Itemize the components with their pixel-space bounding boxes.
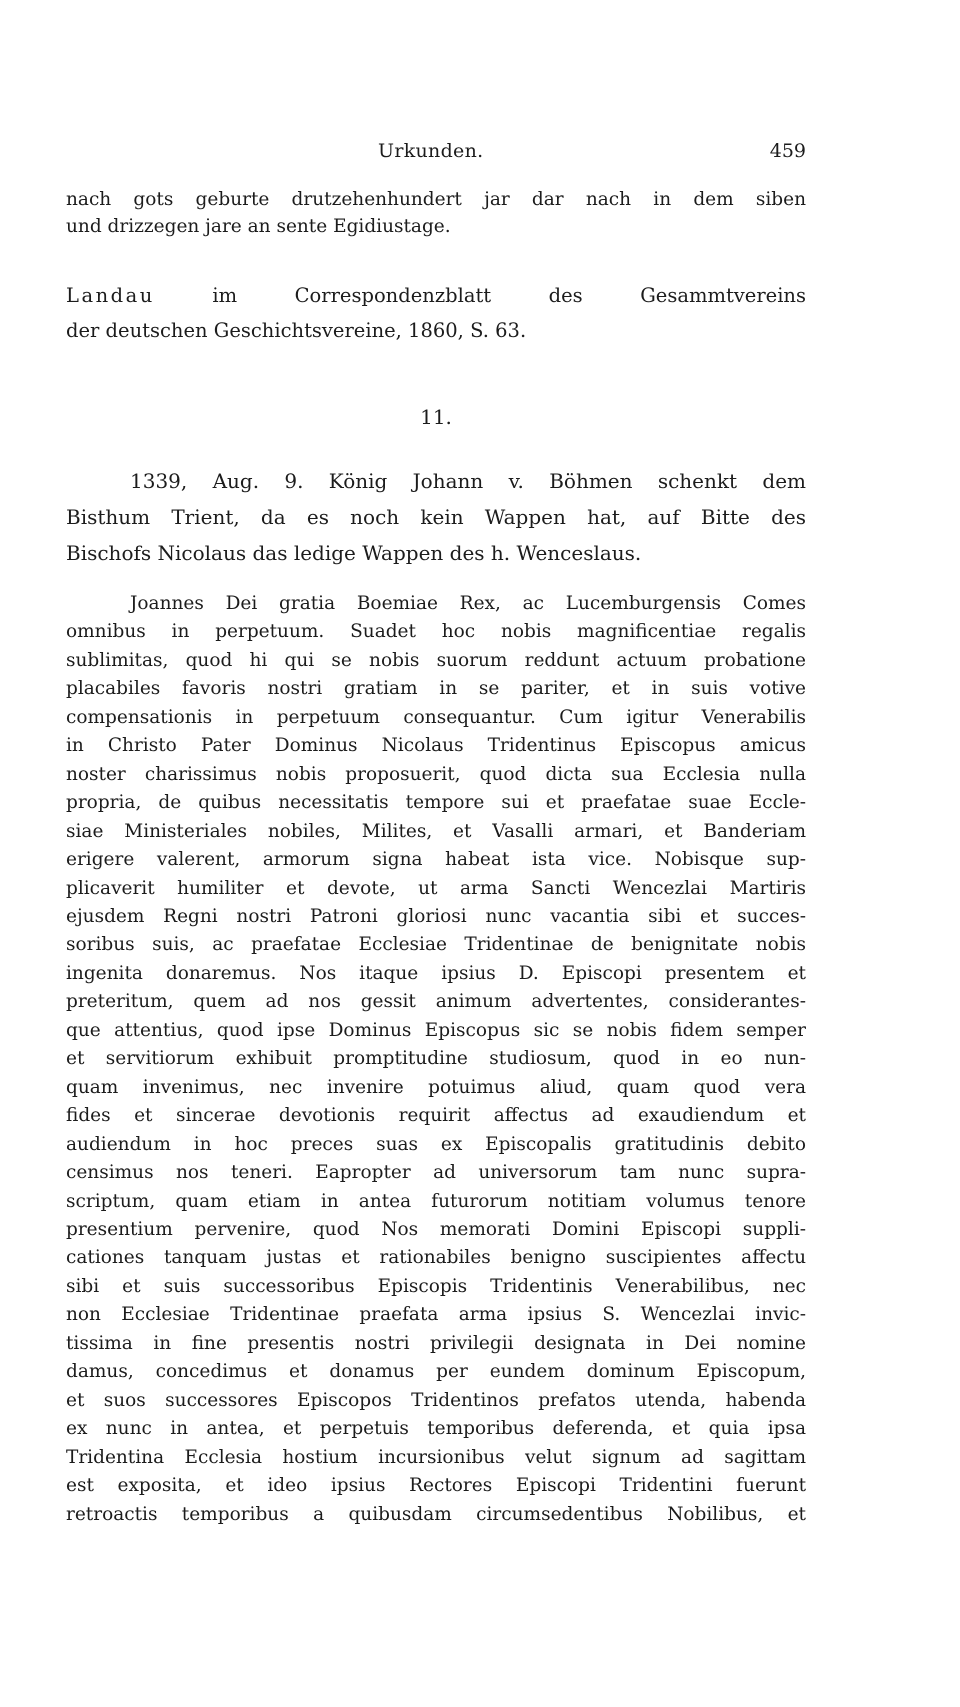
citation-author: Landau <box>66 284 155 307</box>
charter-line: ejusdem Regni nostri Patroni gloriosi nunc vacantia sibi et succes- <box>66 905 806 927</box>
charter-line: non Ecclesiae Tridentinae praefata arma ipsius S. Wencezlai invic- <box>66 1304 806 1326</box>
charter-line: noster charissimus nobis proposuerit, quod dicta sua Ecclesia nulla <box>66 763 806 785</box>
text-line: nach gots geburte drutzehenhundert jar dar nach in dem siben <box>66 189 806 210</box>
charter-line: retroactis temporibus a quibusdam circumsedentibus Nobilibus, et <box>66 1503 806 1525</box>
charter-line: est exposita, et ideo ipsius Rectores Episcopi Tridentini fuerunt <box>66 1475 806 1497</box>
charter-line: cationes tanquam justas et rationabiles benigno suscipientes affectu <box>66 1247 806 1269</box>
charter-line: quam invenimus, nec invenire potuimus aliud, quam quod vera <box>66 1076 806 1098</box>
charter-line: preteritum, quem ad nos gessit animum advertentes, considerantes- <box>66 991 806 1013</box>
text-line: und drizzegen jare an sente Egidiustage. <box>66 216 451 237</box>
charter-line: Tridentina Ecclesia hostium incursionibus velut signum ad sagittam <box>66 1446 806 1468</box>
charter-line: Joannes Dei gratia Boemiae Rex, ac Lucemburgensis Comes <box>130 593 806 614</box>
charter-line: ex nunc in antea, et perpetuis temporibus deferenda, et quia ipsa <box>66 1418 806 1440</box>
charter-line: omnibus in perpetuum. Suadet hoc nobis magnificentiae regalis <box>66 621 806 643</box>
charter-line: soribus suis, ac praefatae Ecclesiae Tridentinae de benignitate nobis <box>66 934 806 956</box>
charter-line: ingenita donaremus. Nos itaque ipsius D. Episcopi presentem et <box>66 962 806 984</box>
charter-line: in Christo Pater Dominus Nicolaus Tridentinus Episcopus amicus <box>66 735 806 757</box>
running-title: Urkunden. <box>378 140 484 162</box>
document-number-label: 11. <box>420 405 452 429</box>
charter-line: propria, de quibus necessitatis tempore sui et praefatae suae Eccle- <box>66 792 806 814</box>
charter-line: siae Ministeriales nobiles, Milites, et Vasalli armari, et Banderiam <box>66 820 806 842</box>
document-regest <box>66 463 806 571</box>
charter-line: compensationis in perpetuum consequantur. Cum igitur Venerabilis <box>66 706 806 728</box>
document-number <box>66 405 806 429</box>
text-line: der deutschen Geschichtsvereine, 1860, S. 63. <box>66 319 527 342</box>
page-number: 459 <box>769 140 806 162</box>
charter-line: plicaverit humiliter et devote, ut arma Sancti Wencezlai Martiris <box>66 877 806 899</box>
citation-text: im Correspondenzblatt des Gesammtvereins <box>154 284 806 307</box>
page-header <box>66 140 806 166</box>
charter-line: et servitiorum exhibuit promptitudine studiosum, quod in eo nun- <box>66 1048 806 1070</box>
charter-line: sublimitas, quod hi qui se nobis suorum reddunt actuum probatione <box>66 649 806 671</box>
text-line <box>66 278 806 313</box>
charter-line: placabiles favoris nostri gratiam in se pariter, et in suis votive <box>66 678 806 700</box>
charter-line: scriptum, quam etiam in antea futurorum notitiam volumus tenore <box>66 1190 806 1212</box>
intro-paragraph <box>66 186 806 240</box>
charter-line: tissima in fine presentis nostri privilegii designata in Dei nomine <box>66 1332 806 1354</box>
charter-line: que attentius, quod ipse Dominus Episcopus sic se nobis fidem semper <box>66 1019 806 1041</box>
charter-line: sibi et suis successoribus Episcopis Tridentinis Venerabilibus, nec <box>66 1275 806 1297</box>
charter-line: censimus nos teneri. Eapropter ad universorum tam nunc supra- <box>66 1162 806 1184</box>
charter-line: audiendum in hoc preces suas ex Episcopalis gratitudinis debito <box>66 1133 806 1155</box>
charter-line: erigere valerent, armorum signa habeat ista vice. Nobisque sup- <box>66 849 806 871</box>
regest-line: Bisthum Trient, da es noch kein Wappen hat, auf Bitte des <box>66 505 806 529</box>
charter-line: damus, concedimus et donamus per eundem dominum Episcopum, <box>66 1361 806 1383</box>
charter-line: fides et sincerae devotionis requirit affectus ad exaudiendum et <box>66 1105 806 1127</box>
charter-text <box>66 590 806 1529</box>
charter-line: presentium pervenire, quod Nos memorati Domini Episcopi suppli- <box>66 1218 806 1240</box>
regest-line: Bischofs Nicolaus das ledige Wappen des h. Wenceslaus. <box>66 541 642 565</box>
charter-line: et suos successores Episcopos Tridentinos prefatos utenda, habenda <box>66 1389 806 1411</box>
source-citation <box>66 278 806 348</box>
regest-line: 1339, Aug. 9. König Johann v. Böhmen schenkt dem <box>130 469 806 493</box>
